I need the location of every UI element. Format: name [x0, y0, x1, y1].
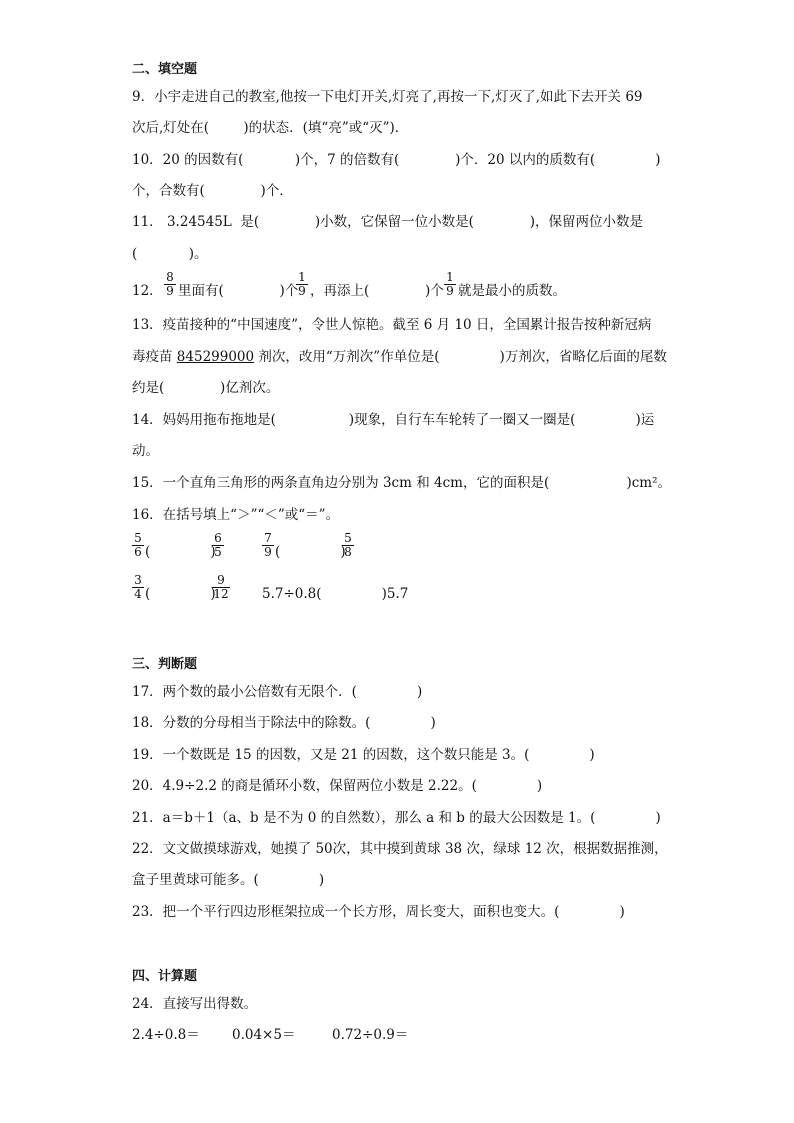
q13-line2: 毒疫苗 845299000 剂次，改用“万剂次”作单位是( )万剂次，省略亿后面的尾数: [132, 349, 667, 365]
q20: 20．4.9÷2.2 的商是循环小数，保留两位小数是 2.22。( ): [132, 778, 543, 794]
q16-b-blank: ( ): [275, 544, 346, 560]
q16-a-fraction-right: $\frac{6}{5}$: [212, 532, 224, 559]
q12-prefix: 12．: [132, 283, 163, 299]
q19: 19．一个数既是 15 的因数，又是 21 的因数，这个数只能是 3。( ): [132, 747, 595, 763]
q16-a-fraction-left: $\frac{5}{6}$: [132, 532, 144, 559]
q24-title: 24．直接写出得数。: [132, 996, 258, 1012]
q14-line1: 14．妈妈用拖布拖地是( )现象，自行车车轮转了一圈又一圈是( )运: [132, 412, 655, 428]
q15-line1: 15．一个直角三角形的两条直角边分别为 3cm 和 4cm，它的面积是( )cm²。: [132, 475, 672, 491]
q12-suffix: 就是最小的质数。: [458, 283, 566, 299]
q14-line2: 动。: [132, 443, 159, 459]
q13-vaccine-count: 845299000: [176, 349, 255, 365]
q16-line1: 16．在括号填上“＞”“＜”或“＝”。: [132, 507, 340, 523]
q9-line1: 9．小宇走进自己的教室,他按一下电灯开关,灯亮了,再按一下,灯灭了,如此下去开关 69: [132, 89, 643, 105]
q21: 21．a＝b＋1（a、b 是不为 0 的自然数），那么 a 和 b 的最大公因数是 1。( ): [132, 810, 661, 826]
q24-item-3: 0.72÷0.9＝: [332, 1027, 409, 1043]
section-title-judge: 三、判断题: [132, 657, 198, 672]
q13-line3: 约是( )亿剂次。: [132, 380, 280, 396]
q12-fraction-3: $\frac{1}{9}$: [444, 271, 456, 298]
q16-c-fraction-left: $\frac{3}{4}$: [132, 574, 144, 601]
q12-fraction-1: $\frac{8}{9}$: [164, 271, 176, 298]
q24-item-2: 0.04×5＝: [232, 1027, 296, 1043]
q16-c-fraction-right: $\frac{9}{12}$: [213, 573, 229, 601]
q13-line1: 13．疫苗接种的“中国速度”，令世人惊艳。截至 6 月 10 日，全国累计报告按种新冠病: [132, 317, 652, 333]
q12-fraction-2: $\frac{1}{9}$: [296, 271, 308, 298]
q16-a-blank: ( ): [145, 544, 216, 560]
q12-mid1: 里面有( )个: [178, 283, 299, 299]
section-title-fill: 二、填空题: [132, 62, 198, 77]
q10-line2: 个，合数有( )个．: [132, 183, 293, 199]
q22-line1: 22．文文做摸球游戏，她摸了 50次，其中摸到黄球 38 次，绿球 12 次，根据数据推测，: [132, 841, 668, 857]
q23: 23．把一个平行四边形框架拉成一个长方形，周长变大，面积也变大。( ): [132, 904, 625, 920]
q10-line1: 10．20 的因数有( )个，7 的倍数有( )个．20 以内的质数有( ): [132, 152, 661, 168]
q17: 17．两个数的最小公倍数有无限个．( ): [132, 684, 423, 700]
q11-line1: 11． 3.24545L 是( )小数，它保留一位小数是( )，保留两位小数是: [132, 214, 643, 230]
q11-line2: ( )。: [132, 246, 208, 262]
q16-b-fraction-left: $\frac{7}{9}$: [262, 532, 274, 559]
q16-c-blank: ( ): [145, 586, 216, 602]
q12-mid2: ，再添上( )个: [310, 283, 444, 299]
q16-item-d: 5.7÷0.8( )5.7: [262, 586, 409, 602]
section-title-calc: 四、计算题: [132, 969, 198, 984]
q18: 18．分数的分母相当于除法中的除数。( ): [132, 715, 436, 731]
q22-line2: 盒子里黄球可能多。( ): [132, 872, 325, 888]
q9-line2: 次后,灯处在( )的状态．(填“亮”或“灭”)．: [132, 120, 409, 136]
q24-item-1: 2.4÷0.8＝: [132, 1027, 200, 1043]
q16-b-fraction-right: $\frac{5}{8}$: [342, 532, 354, 559]
